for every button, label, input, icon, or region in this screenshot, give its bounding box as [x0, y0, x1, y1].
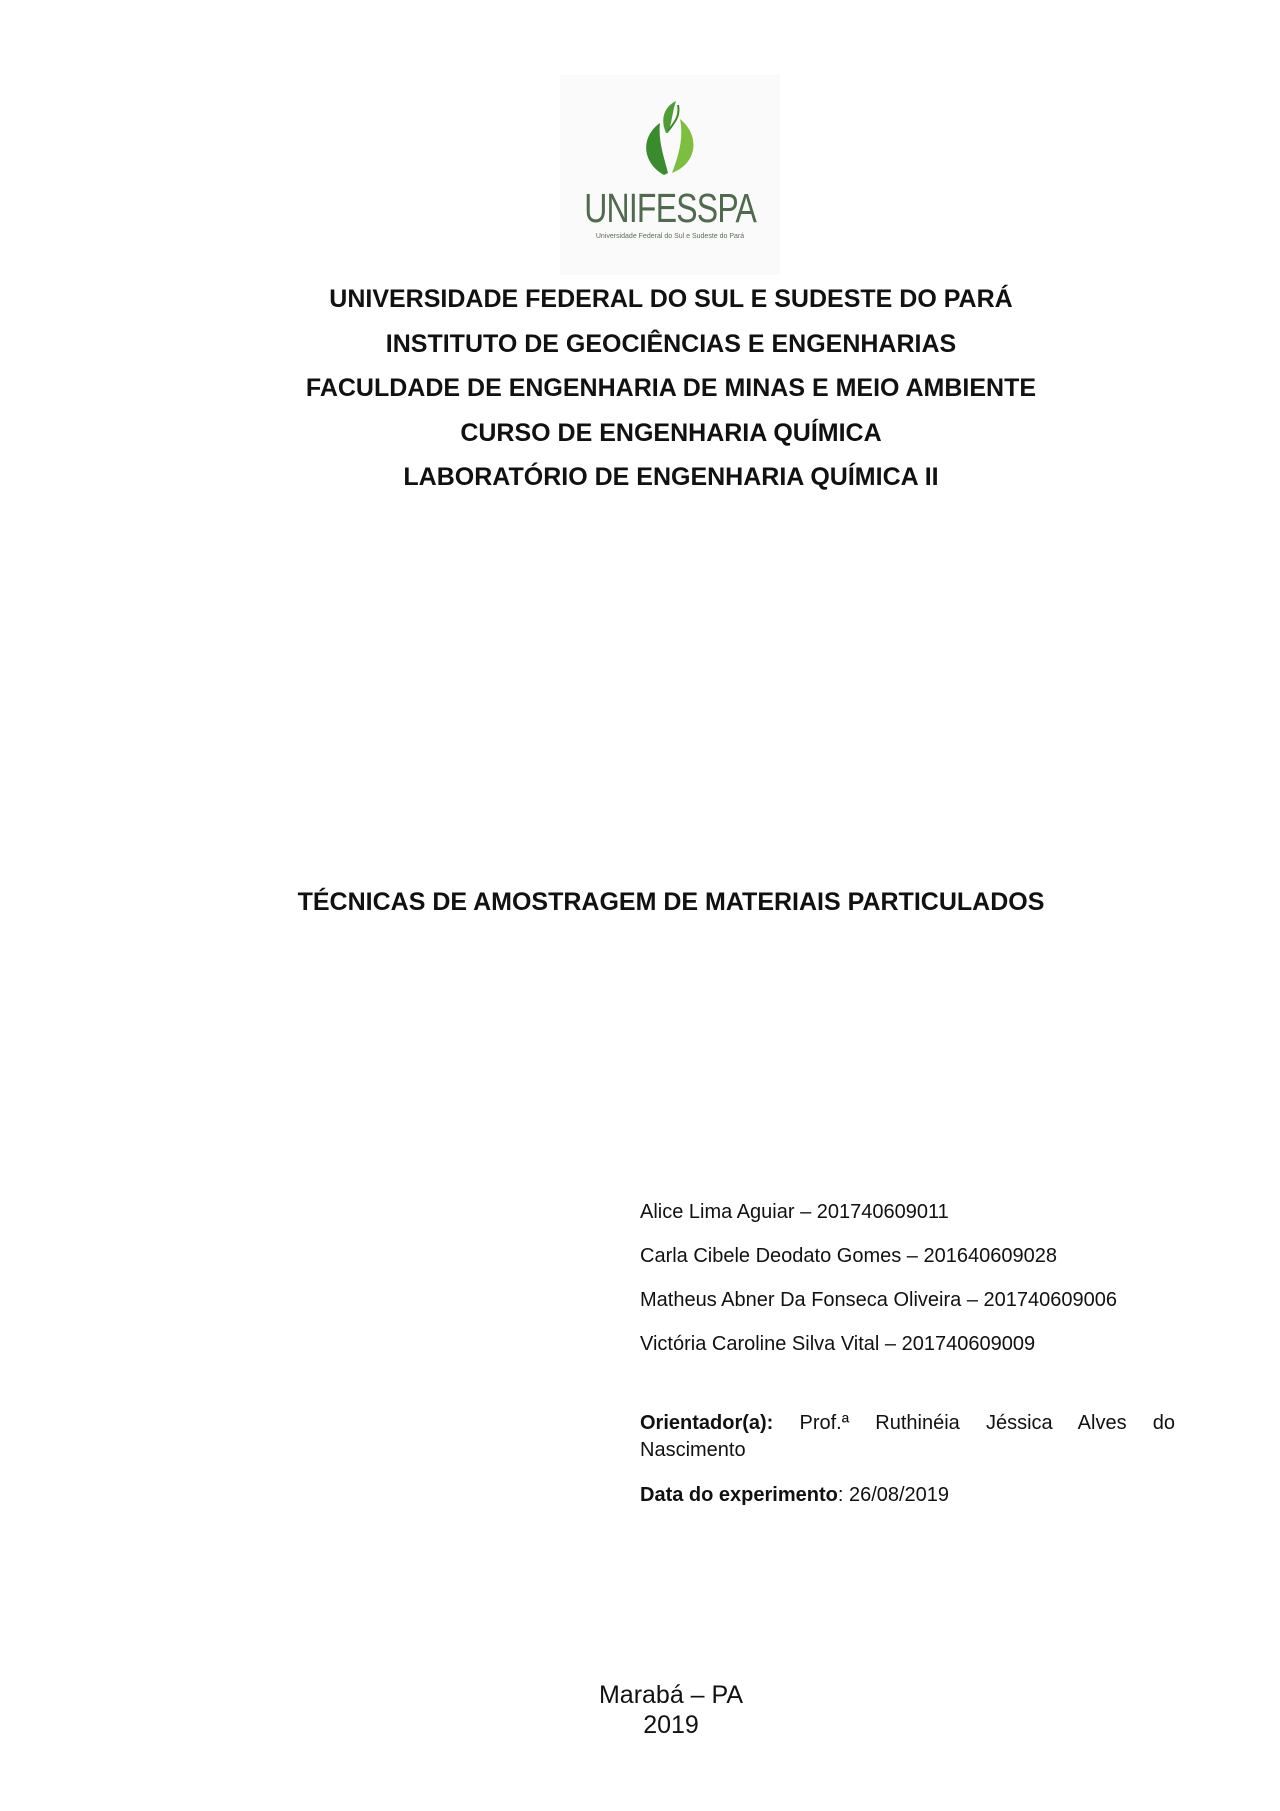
unifesspa-logo: [560, 75, 780, 275]
university-name: UNIVERSIDADE FEDERAL DO SUL E SUDESTE DO PARÁ: [329, 285, 1013, 313]
experiment-date-label: Data do experimento: [640, 1484, 838, 1506]
logo-subtitle: Universidade Federal do Sul e Sudeste do Pará: [595, 233, 745, 240]
institute-name: INSTITUTO DE GEOCIÊNCIAS E ENGENHARIAS: [385, 329, 957, 358]
document-title: TÉCNICAS DE AMOSTRAGEM DE MATERIAIS PARTICULADOS: [297, 888, 1045, 916]
year: 2019: [643, 1711, 699, 1739]
author-item: Alice Lima Aguiar – 201740609011: [640, 1201, 949, 1223]
city: Marabá – PA: [598, 1681, 744, 1709]
advisor-label: Orientador(a):: [640, 1412, 774, 1434]
leaf-emblem-icon: [560, 75, 780, 185]
author-item: Victória Caroline Silva Vital – 201740609009: [640, 1333, 1036, 1355]
place-and-year: [0, 1680, 1280, 1740]
author-item: Carla Cibele Deodato Gomes – 201640609028: [640, 1245, 1057, 1267]
course-name: CURSO DE ENGENHARIA QUÍMICA: [460, 418, 882, 447]
advisor-line: [640, 1410, 1175, 1464]
experiment-date-value: : 26/08/2019: [837, 1484, 950, 1506]
institution-header: [0, 277, 1280, 500]
experiment-date-line: [640, 1482, 1175, 1509]
advisor-name: Prof.ª Ruthinéia Jéssica Alves do Nascimento: [640, 1412, 1175, 1461]
logo-wordmark: UNIFESSPA: [584, 185, 757, 231]
author-item: Matheus Abner Da Fonseca Oliveira – 201740609006: [640, 1289, 1117, 1311]
laboratory-name: LABORATÓRIO DE ENGENHARIA QUÍMICA II: [403, 463, 939, 491]
authors-list: [640, 1190, 1180, 1366]
faculty-name: FACULDADE DE ENGENHARIA DE MINAS E MEIO AMBIENTE: [305, 374, 1037, 402]
